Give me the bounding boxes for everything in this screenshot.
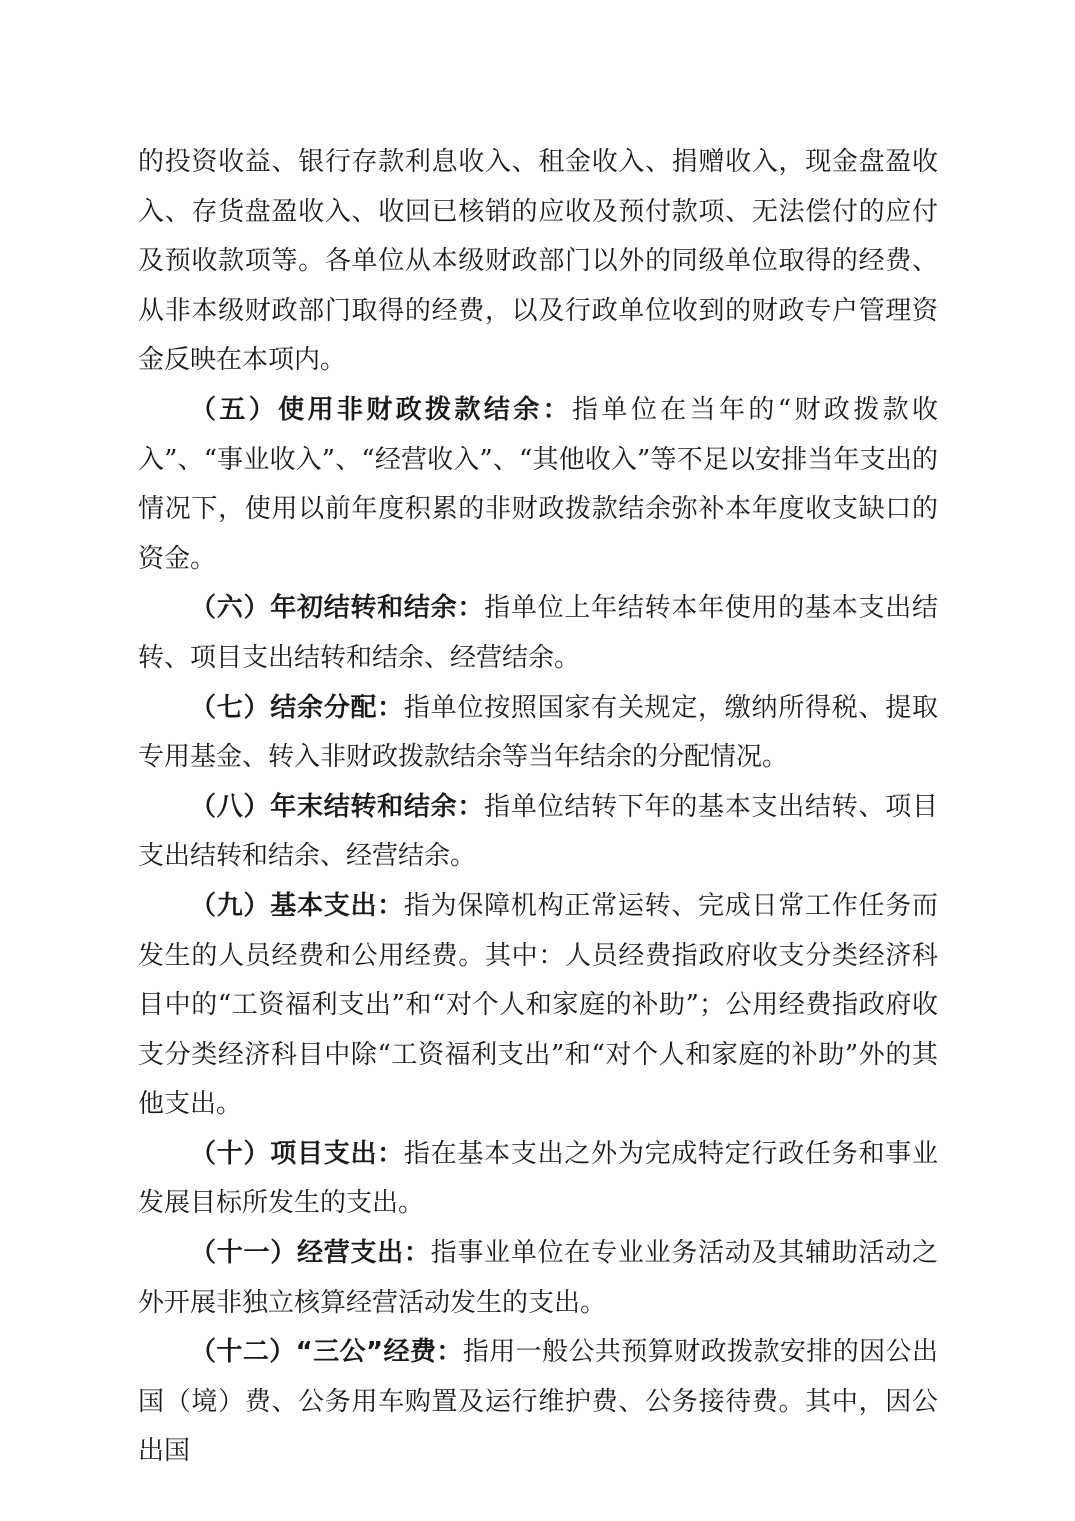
paragraph-text: 指用一般公共预算财政拨款安排的因公出国（境）费、公务用车购置及运行维护费、公务接待费。其中，因公出国 — [138, 1337, 938, 1467]
paragraph-item-10 — [138, 1130, 938, 1229]
term-label: （六）年初结转和结余： — [190, 593, 485, 624]
paragraph-text: 指在基本支出之外为完成特定行政任务和事业发展目标所发生的支出。 — [138, 1138, 938, 1219]
term-label: （十）项目支出： — [190, 1138, 404, 1169]
paragraph-text: 指单位结转下年的基本支出结转、项目支出结转和结余、经营结余。 — [138, 791, 938, 872]
paragraph-continuation — [138, 138, 938, 386]
term-label: （七）结余分配： — [190, 692, 404, 723]
paragraph-text: 指事业单位在专业业务活动及其辅助活动之外开展非独立核算经营活动发生的支出。 — [138, 1238, 938, 1318]
paragraph-text: 的投资收益、银行存款利息收入、租金收入、捐赠收入，现金盘盈收入、存货盘盈收入、收回已核销的应收及预付款项、无法偿付的应付及预收款项等。各单位从本级财政部门以外的同级单位取得的经费、从非本级财政部门取得的经费，以及行政单位收到的财政专户管理资金反映在本项内。 — [138, 147, 938, 376]
term-label: （十二）“三公”经费： — [190, 1337, 463, 1368]
paragraph-item-12 — [138, 1328, 938, 1477]
paragraph-item-7 — [138, 684, 938, 783]
paragraph-item-5 — [138, 386, 938, 584]
paragraph-item-6 — [138, 584, 938, 683]
term-label: （十一）经营支出： — [190, 1238, 431, 1269]
term-label: （八）年末结转和结余： — [190, 791, 485, 822]
paragraph-text: 指单位按照国家有关规定，缴纳所得税、提取专用基金、转入非财政拨款结余等当年结余的分配情况。 — [138, 692, 938, 773]
paragraph-text: 指单位在当年的“财政拨款收入”、“事业收入”、“经营收入”、“其他收入”等不足以安排当年支出的情况下，使用以前年度积累的非财政拨款结余弥补本年度收支缺口的资金。 — [138, 394, 938, 574]
paragraph-text: 指单位上年结转本年使用的基本支出结转、项目支出结转和结余、经营结余。 — [138, 593, 938, 673]
paragraph-text: 指为保障机构正常运转、完成日常工作任务而发生的人员经费和公用经费。其中：人员经费指政府收支分类经济科目中的“工资福利支出”和“对个人和家庭的补助”；公用经费指政府收支分类经济科目中除“工资福利支出”和“对个人和家庭的补助”外的其他支出。 — [138, 890, 938, 1120]
term-label: （五）使用非财政拨款结余： — [190, 394, 573, 425]
term-label: （九）基本支出： — [190, 890, 404, 921]
document-page — [138, 138, 938, 1477]
paragraph-item-11 — [138, 1229, 938, 1328]
paragraph-item-9 — [138, 882, 938, 1130]
paragraph-item-8 — [138, 783, 938, 882]
